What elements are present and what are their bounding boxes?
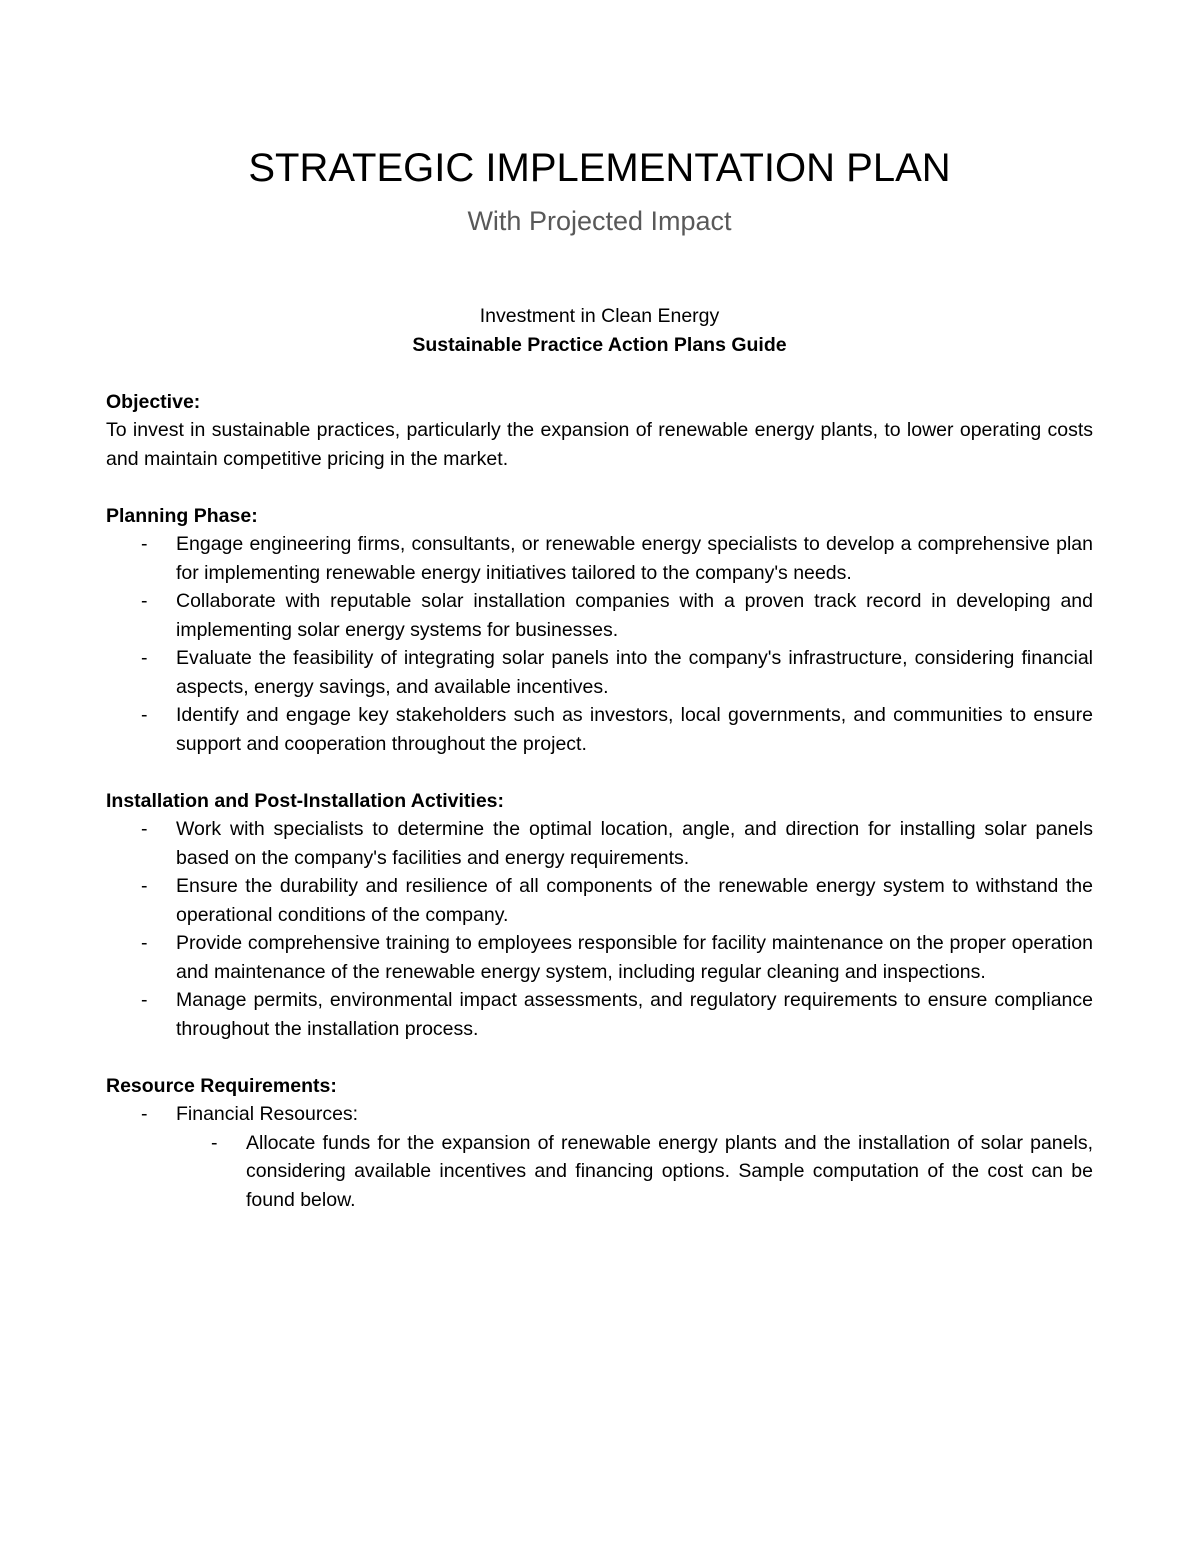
list-item <box>106 986 1093 1043</box>
dash-bullet: - <box>141 704 148 726</box>
dash-bullet: - <box>141 932 148 954</box>
list-item-text: Collaborate with reputable solar installation companies with a proven track record in developing and implementing solar energy systems for businesses. <box>176 590 1093 641</box>
list-item <box>106 587 1093 644</box>
resources-sublist <box>176 1129 1093 1215</box>
list-item-text: Evaluate the feasibility of integrating solar panels into the company's infrastructure, considering financial aspects, energy savings, and available incentives. <box>176 647 1093 698</box>
dash-bullet: - <box>141 818 148 840</box>
list-item-text: Identify and engage key stakeholders such as investors, local governments, and communities to ensure support and cooperation throughout the project. <box>176 704 1093 755</box>
spacer <box>106 473 1093 502</box>
page-subtitle: With Projected Impact <box>467 206 732 236</box>
list-item-text: Financial Resources: <box>176 1103 359 1125</box>
list-item <box>176 1129 1093 1215</box>
list-item <box>106 929 1093 986</box>
list-item-text: Engage engineering firms, consultants, or renewable energy specialists to develop a comprehensive plan for implementing renewable energy initiatives tailored to the company's needs. <box>176 533 1093 584</box>
objective-heading: Objective: <box>106 390 201 413</box>
dash-bullet: - <box>211 1131 218 1154</box>
list-item-text: Ensure the durability and resilience of all components of the renewable energy system to withstand the operational conditions of the company. <box>176 875 1093 926</box>
list-item <box>106 1100 1093 1129</box>
resources-list <box>106 1100 1093 1129</box>
dash-bullet: - <box>141 533 148 555</box>
resources-heading: Resource Requirements: <box>106 1074 337 1097</box>
installation-list <box>106 815 1093 1043</box>
list-item <box>106 872 1093 929</box>
objective-text: To invest in sustainable practices, particularly the expansion of renewable energy plants, to lower operating costs and maintain competitive pricing in the market. <box>106 419 1093 470</box>
planning-heading: Planning Phase: <box>106 504 258 527</box>
list-item-text: Allocate funds for the expansion of renewable energy plants and the installation of solar panels, considering available incentives and financing options. Sample computation of the cost can be found below. <box>246 1131 1093 1211</box>
list-item <box>106 815 1093 872</box>
dash-bullet: - <box>141 875 148 897</box>
list-item-text: Provide comprehensive training to employees responsible for facility maintenance on the proper operation and maintenance of the renewable energy system, including regular cleaning and inspections. <box>176 932 1093 983</box>
dash-bullet: - <box>141 647 148 669</box>
dash-bullet: - <box>141 1103 148 1125</box>
list-item-text: Work with specialists to determine the optimal location, angle, and direction for installing solar panels based on the company's facilities and energy requirements. <box>176 818 1093 869</box>
dash-bullet: - <box>141 590 148 612</box>
dash-bullet: - <box>141 989 148 1011</box>
installation-heading: Installation and Post-Installation Activities: <box>106 789 504 812</box>
spacer <box>106 1043 1093 1072</box>
document-body <box>106 302 1093 1214</box>
list-item <box>106 701 1093 758</box>
section-heading: Investment in Clean Energy <box>479 305 720 327</box>
list-item <box>106 530 1093 587</box>
page-title: STRATEGIC IMPLEMENTATION PLAN <box>248 146 951 190</box>
list-item <box>106 644 1093 701</box>
list-item-text: Manage permits, environmental impact assessments, and regulatory requirements to ensure compliance throughout the installation process. <box>176 989 1093 1040</box>
spacer <box>106 359 1093 388</box>
guide-title: Sustainable Practice Action Plans Guide <box>412 333 787 356</box>
spacer <box>106 758 1093 787</box>
planning-list <box>106 530 1093 758</box>
